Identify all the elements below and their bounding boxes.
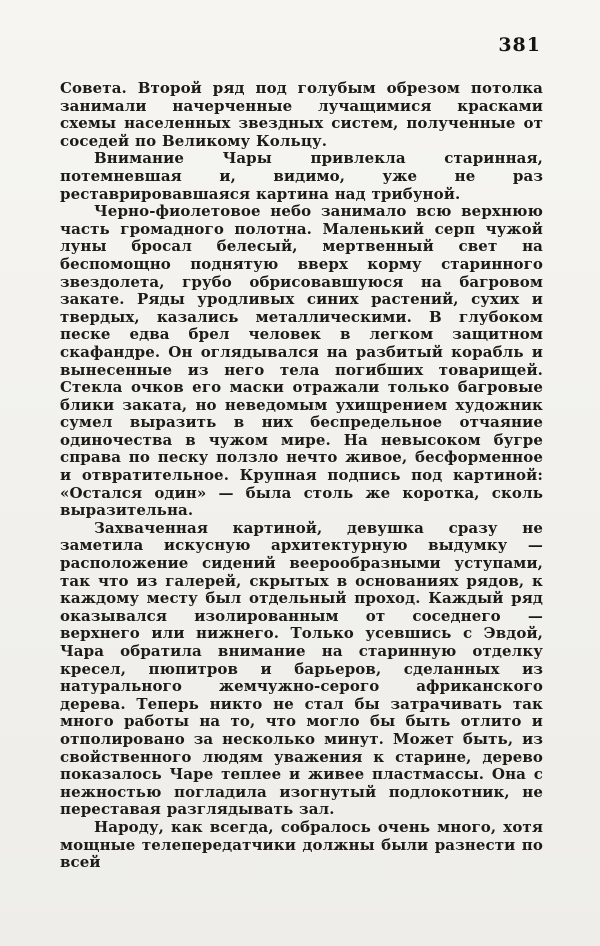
paragraph: Захваченная картиной, девушка сразу не заметила искусную архитектурную выдумку — расположение сидений веерообразными уступами, так что из галерей, скрытых в основаниях рядов, к каждому месту был отдельный проход. Каждый ряд оказывался изолированным от соседнего — верхнего или нижнего. Только усевшись с Эвдой, Чара обратила внимание на старинную отделку кресел, пюпитров и барьеров, сделанных из натурального жемчужно-серого африканского дерева. Теперь никто не стал бы затрачивать так много работы на то, что могло бы быть отлито и отполировано за несколько минут. Может быть, из свойственного людям уважения к старине, дерево показалось Чаре теплее и живее пластмассы. Она с нежностью погладила изогнутый подлокотник, не переставая разглядывать зал. [60, 518, 543, 819]
page-text-block [60, 80, 543, 872]
paragraph: Внимание Чары привлекла старинная, потемневшая и, видимо, уже не раз реставрировавшаяся картина над трибуной. [60, 149, 543, 203]
paragraph-continuation: Совета. Второй ряд под голубым обрезом потолка занимали начерченные лучащимися красками схемы населенных звездных систем, полученные от соседей по Великому Кольцу. [60, 79, 543, 150]
paragraph: Народу, как всегда, собралось очень много, хотя мощные телепередатчики должны были разнести по всей [60, 817, 543, 872]
page-number: 381 [498, 34, 541, 56]
paragraph: Черно-фиолетовое небо занимало всю верхнюю часть громадного полотна. Маленький серп чужой луны бросал белесый, мертвенный свет на беспомощно поднятую вверх корму старинного звездолета, грубо обрисовавшуюся на багровом закате. Ряды уродливых синих растений, сухих и твердых, казались металлическими. В глубоком песке едва брел человек в легком защитном скафандре. Он оглядывался на разбитый корабль и вынесенные из него тела погибших товарищей. Стекла очков его маски отражали только багровые блики заката, но неведомым ухищрением художник сумел выразить в них беспредельное отчаяние одиночества в чужом мире. На невысоком бугре справа по песку ползло нечто живое, бесформенное и отвратительное. Крупная подпись под картиной: «Остался один» — была столь же коротка, сколь выразительна. [60, 202, 543, 520]
